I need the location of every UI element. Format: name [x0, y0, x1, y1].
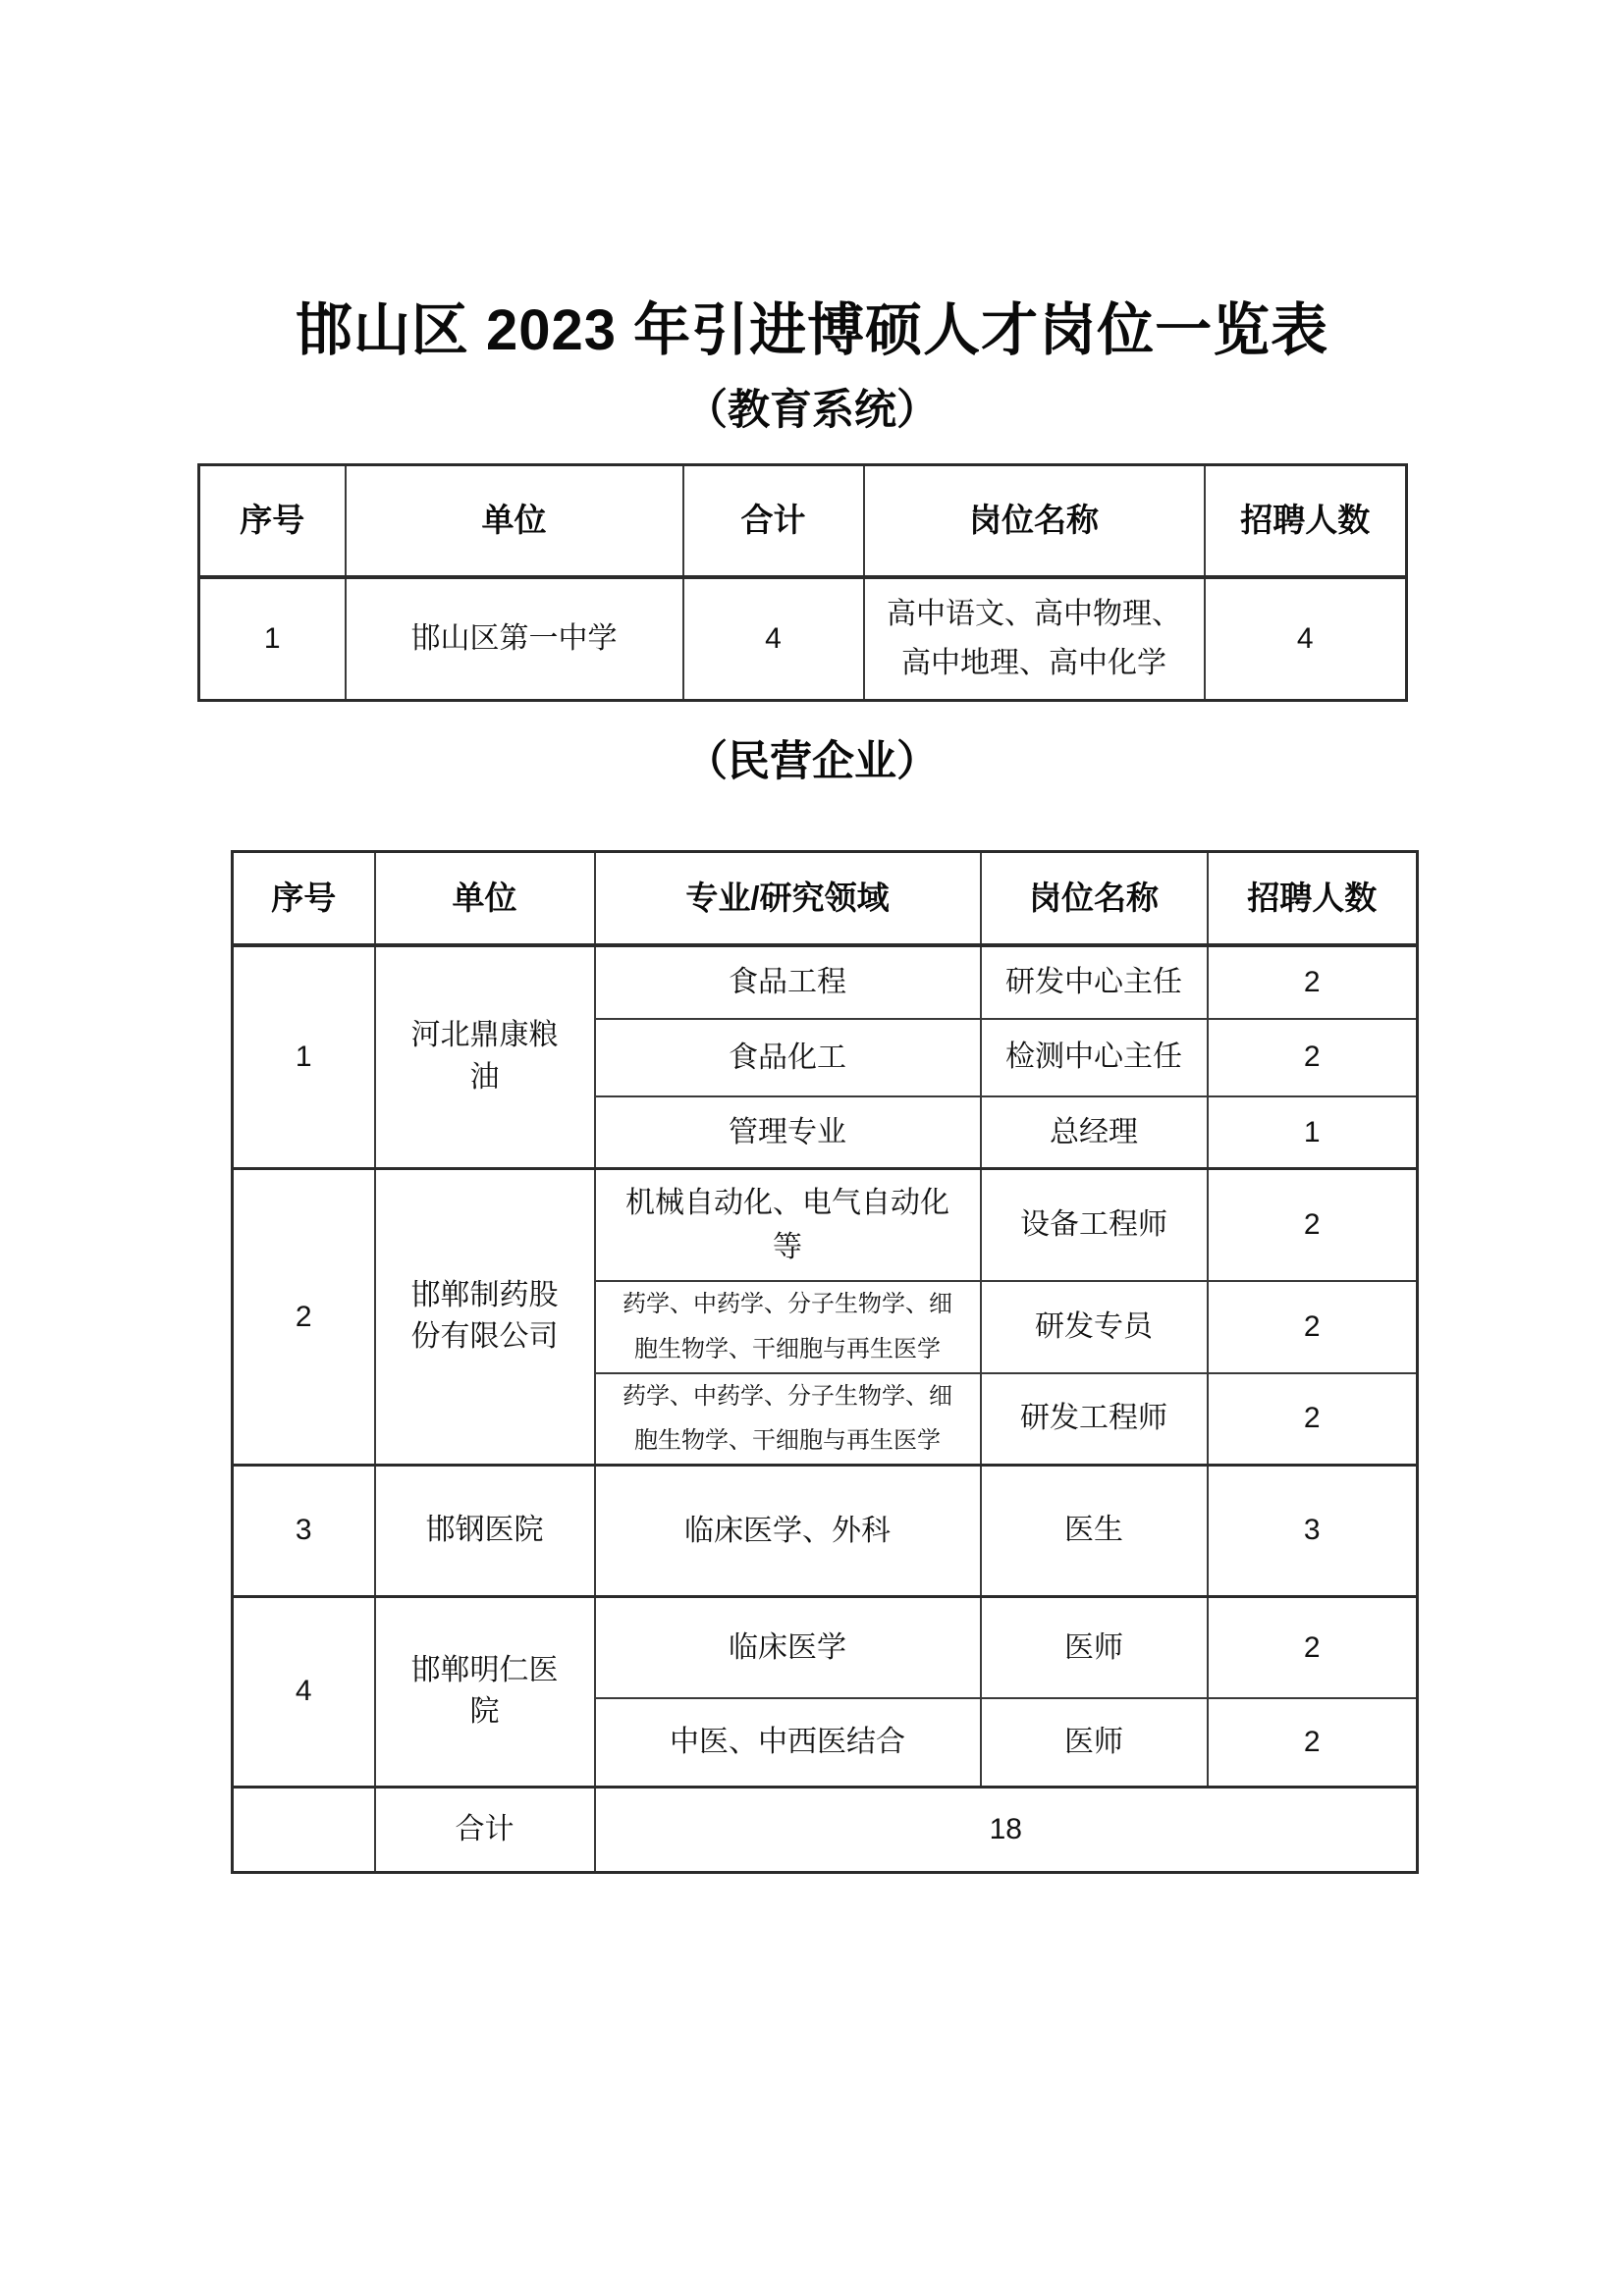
education-header-total: 合计 — [683, 465, 864, 577]
cell-field: 食品化工 — [595, 1019, 981, 1096]
cell-position: 医生 — [981, 1465, 1208, 1596]
cell-count: 2 — [1208, 1019, 1418, 1096]
cell-position: 医师 — [981, 1698, 1208, 1787]
cell-position: 总经理 — [981, 1096, 1208, 1169]
enterprise-table — [231, 850, 1419, 1874]
totals-value: 18 — [595, 1787, 1418, 1872]
cell-count: 4 — [1205, 577, 1407, 701]
totals-row — [233, 1787, 1418, 1872]
cell-unit: 河北鼎康粮油 — [375, 945, 595, 1169]
cell-field: 食品工程 — [595, 945, 981, 1019]
education-table — [197, 463, 1408, 702]
cell-count: 2 — [1208, 1281, 1418, 1373]
cell-no: 3 — [233, 1465, 375, 1596]
table-row — [233, 1169, 1418, 1281]
section-label-education: （教育系统） — [685, 387, 939, 434]
cell-empty — [233, 1787, 375, 1872]
page-title: 邯山区 2023 年引进博硕人才岗位一览表 — [295, 298, 1329, 362]
cell-position: 医师 — [981, 1596, 1208, 1698]
cell-no: 1 — [199, 577, 346, 701]
table-row — [233, 1596, 1418, 1698]
cell-count: 2 — [1208, 1596, 1418, 1698]
cell-position: 研发中心主任 — [981, 945, 1208, 1019]
cell-no: 4 — [233, 1596, 375, 1787]
cell-total: 4 — [683, 577, 864, 701]
enterprise-header-row — [233, 852, 1418, 945]
table-row — [233, 1465, 1418, 1596]
enterprise-header-position: 岗位名称 — [981, 852, 1208, 945]
cell-count: 2 — [1208, 1169, 1418, 1281]
cell-unit: 邯郸明仁医院 — [375, 1596, 595, 1787]
cell-unit: 邯郸制药股份有限公司 — [375, 1169, 595, 1466]
cell-field: 药学、中药学、分子生物学、细胞生物学、干细胞与再生医学 — [595, 1281, 981, 1373]
enterprise-header-no: 序号 — [233, 852, 375, 945]
education-header-row — [199, 465, 1407, 577]
cell-position: 设备工程师 — [981, 1169, 1208, 1281]
cell-field: 中医、中西医结合 — [595, 1698, 981, 1787]
cell-field: 药学、中药学、分子生物学、细胞生物学、干细胞与再生医学 — [595, 1373, 981, 1466]
education-header-unit: 单位 — [346, 465, 683, 577]
cell-no: 2 — [233, 1169, 375, 1466]
cell-count: 1 — [1208, 1096, 1418, 1169]
education-header-no: 序号 — [199, 465, 346, 577]
enterprise-header-count: 招聘人数 — [1208, 852, 1418, 945]
cell-count: 3 — [1208, 1465, 1418, 1596]
cell-count: 2 — [1208, 1698, 1418, 1787]
cell-position: 高中语文、高中物理、高中地理、高中化学 — [864, 577, 1205, 701]
cell-position: 检测中心主任 — [981, 1019, 1208, 1096]
cell-position: 研发专员 — [981, 1281, 1208, 1373]
cell-position: 研发工程师 — [981, 1373, 1208, 1466]
totals-label: 合计 — [375, 1787, 595, 1872]
cell-field: 机械自动化、电气自动化等 — [595, 1169, 981, 1281]
cell-unit: 邯山区第一中学 — [346, 577, 683, 701]
cell-no: 1 — [233, 945, 375, 1169]
education-header-count: 招聘人数 — [1205, 465, 1407, 577]
cell-field: 临床医学 — [595, 1596, 981, 1698]
enterprise-header-field: 专业/研究领域 — [595, 852, 981, 945]
cell-unit: 邯钢医院 — [375, 1465, 595, 1596]
section-label-enterprise: （民营企业） — [685, 738, 939, 785]
cell-field: 临床医学、外科 — [595, 1465, 981, 1596]
table-row — [199, 577, 1407, 701]
education-header-position: 岗位名称 — [864, 465, 1205, 577]
cell-count: 2 — [1208, 945, 1418, 1019]
enterprise-header-unit: 单位 — [375, 852, 595, 945]
table-row — [233, 945, 1418, 1019]
cell-count: 2 — [1208, 1373, 1418, 1466]
cell-field: 管理专业 — [595, 1096, 981, 1169]
